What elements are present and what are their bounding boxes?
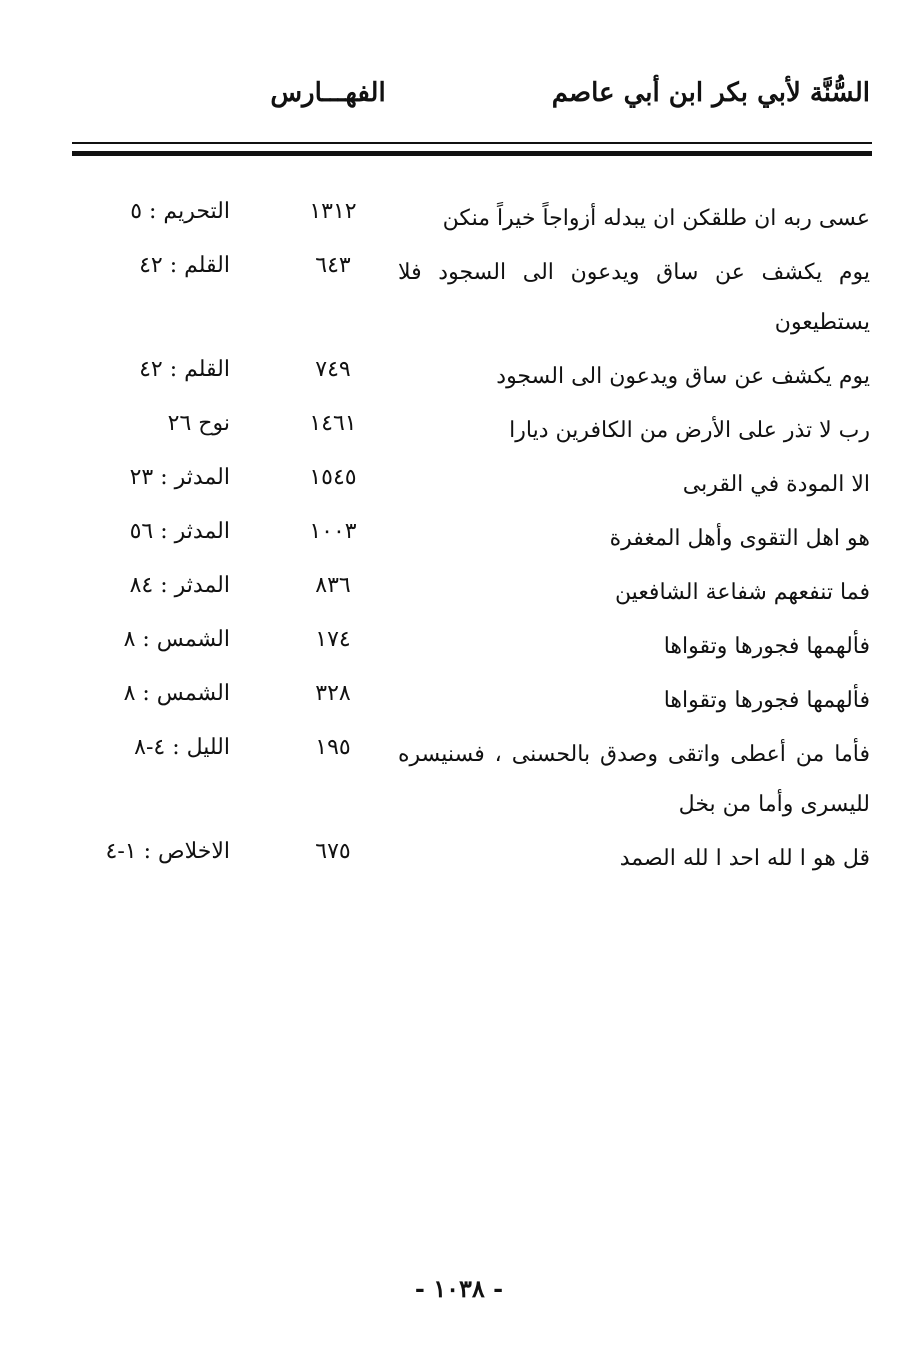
verse-text: فأما من أعطى واتقى وصدق بالحسنى ، فسنيسره لليسرى وأما من بخل <box>398 742 870 817</box>
verse-text: فألهمها فجورها وتقواها <box>663 634 870 659</box>
surah-reference: المدثر : ٨٤ <box>129 573 230 598</box>
index-row <box>40 826 876 880</box>
hadith-number: ١٣١٢ <box>309 199 357 224</box>
hadith-number: ٦٧٥ <box>315 839 351 864</box>
running-header-book-title: السُّنَّة لأبي بكر ابن أبي عاصم <box>551 78 870 108</box>
surah-reference: القلم : ٤٢ <box>139 253 230 278</box>
index-row <box>40 344 876 398</box>
hadith-number: ١٤٦١ <box>309 411 357 436</box>
verse-text: قل هو ا لله احد ا لله الصمد <box>619 846 870 871</box>
verse-text: الا المودة في القربى <box>682 472 870 497</box>
index-row <box>40 614 876 668</box>
surah-reference: الشمس : ٨ <box>123 627 230 652</box>
hadith-number: ٦٤٣ <box>315 253 351 278</box>
header-rule-thin <box>72 142 872 144</box>
index-row <box>40 398 876 452</box>
verse-text: يوم يكشف عن ساق ويدعون الى السجود <box>496 364 870 389</box>
hadith-number: ١٥٤٥ <box>309 465 357 490</box>
index-row <box>40 560 876 614</box>
verse-text: فما تنفعهم شفاعة الشافعين <box>614 580 870 605</box>
hadith-number: ١٧٤ <box>315 627 351 652</box>
hadith-number: ٣٢٨ <box>315 681 351 706</box>
page-number: - ١٠٣٨ - <box>414 1274 504 1303</box>
index-row <box>40 452 876 506</box>
verse-text: يوم يكشف عن ساق ويدعون الى السجود فلا يستطيعون <box>398 260 870 335</box>
hadith-number: ٧٤٩ <box>315 357 351 382</box>
verse-text: عسى ربه ان طلقكن ان يبدله أزواجاً خيراً منكن <box>442 206 870 231</box>
running-header-section-title: الفهـــارس <box>270 78 386 108</box>
header-rule-thick <box>72 151 872 156</box>
index-table <box>40 186 876 880</box>
surah-reference: الشمس : ٨ <box>123 681 230 706</box>
hadith-number: ١٩٥ <box>315 735 351 760</box>
verse-text: هو اهل التقوى وأهل المغفرة <box>609 526 870 551</box>
index-row <box>40 240 876 344</box>
surah-reference: المدثر : ٢٣ <box>129 465 230 490</box>
surah-reference: نوح ٢٦ <box>167 411 230 436</box>
hadith-number: ٨٣٦ <box>315 573 351 598</box>
hadith-number: ١٠٠٣ <box>309 519 357 544</box>
index-row <box>40 668 876 722</box>
surah-reference: المدثر : ٥٦ <box>129 519 230 544</box>
surah-reference: التحريم : ٥ <box>130 199 230 224</box>
index-row <box>40 722 876 826</box>
verse-text: فألهمها فجورها وتقواها <box>663 688 870 713</box>
index-row <box>40 186 876 240</box>
verse-text: رب لا تذر على الأرض من الكافرين ديارا <box>509 418 870 443</box>
index-row <box>40 506 876 560</box>
surah-reference: الاخلاص : ١-٤ <box>105 839 230 864</box>
surah-reference: القلم : ٤٢ <box>139 357 230 382</box>
surah-reference: الليل : ٤-٨ <box>134 735 230 760</box>
